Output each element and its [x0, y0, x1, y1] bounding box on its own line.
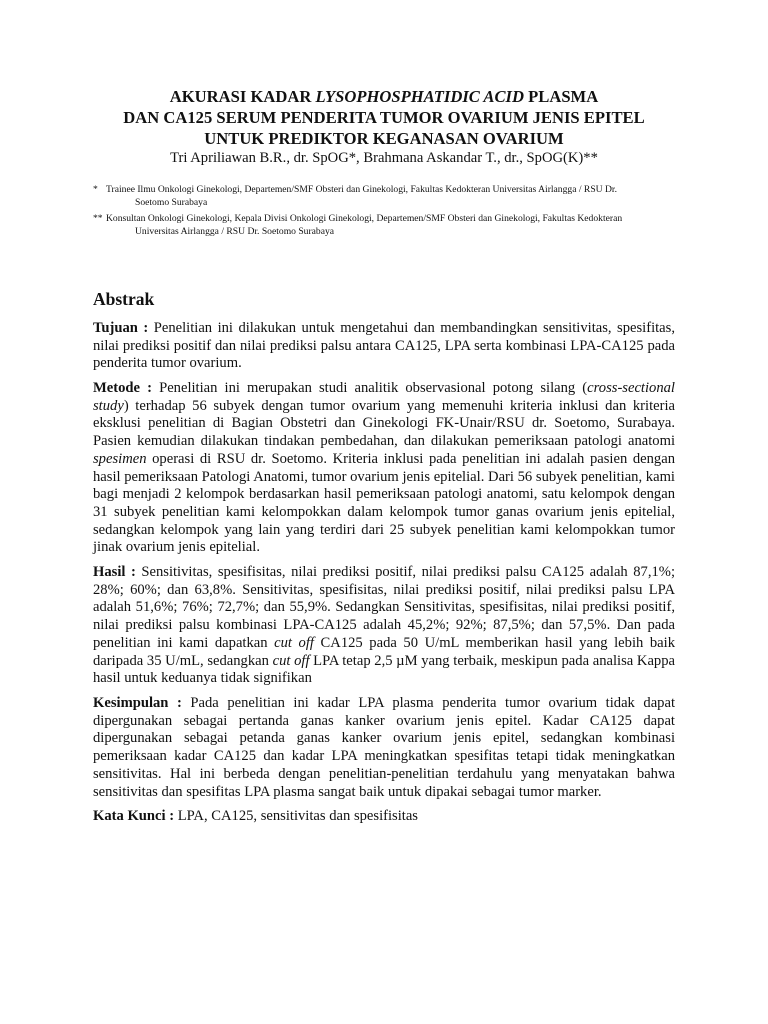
metode-text: Penelitian ini merupakan studi analitik observasional potong silang (: [151, 380, 588, 396]
metode-text: operasi di RSU dr. Soetomo. Kriteria inklusi pada penelitian ini adalah pasien dengan hasil pemeriksaan Patologi Anatomi, tumor ovarium jenis epitelial. Dari 56 subyek penelitian, kami bagi menjadi 2 kelompok berdasarkan hasil pemeriksaan patologi anatomi, satu kelompok dengan 31 subyek penelitian kami kelompokkan dalam kelompok tumor ganas ovarium jenis epitelial, sedangkan kelompok yang lain yang terdiri dari 25 subyek penelitian kami kelompokkan tumor jinak ovarium jenis epitelial.: [93, 450, 675, 556]
hasil-text: CA125 pada 50 U/mL memberikan hasil yang lebih baik daripada 35 U/mL, sedangkan: [93, 634, 676, 669]
authors: Tri Apriliawan B.R., dr. SpOG*, Brahmana Askandar T., dr., SpOG(K)**: [170, 150, 598, 166]
kesimpulan-label: Kesimpulan :: [93, 695, 182, 711]
hasil-paragraph: [93, 564, 675, 688]
kata-kunci-label: Kata Kunci :: [93, 808, 175, 824]
metode-text: ) terhadap 56 subyek dengan tumor ovarium yang memenuhi kriteria inklusi dan kriteria eksklusi penelitian di Bagian Obstetri dan Ginekologi FK-Unair/RSU dr. Soetomo, Surabaya. Pasien kemudian dilakukan tindakan pembedahan, dan dilakukan pemeriksaan patologi anatomi: [93, 397, 675, 450]
metode-paragraph: [93, 380, 675, 557]
tujuan-text: Penelitian ini dilakukan untuk mengetahui dan membandingkan sensitivitas, spesifitas, nilai prediksi positif dan nilai prediksi palsu antara CA125, LPA serta kombinasi LPA-CA125 pada penderita tumor ovarium.: [93, 320, 675, 372]
affiliation-text: Trainee Ilmu Onkologi Ginekologi, Departemen/SMF Obsteri dan Ginekologi, Fakultas Kedokteran Universitas Airlangga / RSU Dr.: [106, 184, 617, 195]
hasil-text: Sensitivitas, spesifisitas, nilai prediksi positif, nilai prediksi palsu CA125 adalah 87,1%; 28%; 60%; dan 63,8%. Sensitivitas, spesifisitas, nilai prediksi positif, nilai prediksi palsu LPA adalah 51,6%; 76%; 72,7%; dan 55,9%. Sedangkan Sensitivitas, spesifisitas, nilai prediksi positif, nilai prediksi palsu kombinasi LPA-CA125 adalah 45,2%; 92%; 87,5%; dan 57,5%. Dan pada penelitian ini kami dapatkan: [93, 564, 675, 651]
affiliation-2: [93, 213, 675, 238]
affiliation-text-cont: Soetomo Surabaya: [135, 196, 208, 208]
title-text: PLASMA: [523, 87, 599, 106]
hasil-italic-term: cut off: [274, 634, 314, 651]
hasil-italic-term: cut off: [272, 652, 310, 669]
title-line-1: [93, 86, 675, 107]
affiliation-mark: **: [93, 213, 103, 224]
title-block: [93, 86, 675, 167]
affiliation-mark: *: [93, 184, 98, 195]
kata-kunci-text: LPA, CA125, sensitivitas dan spesifisitas: [174, 808, 418, 824]
affiliation-1: [93, 184, 675, 209]
title-italic-term: LYSOPHOSPHATIDIC ACID: [315, 87, 524, 106]
tujuan-paragraph: [93, 320, 675, 373]
metode-italic-term: spesimen: [93, 450, 147, 467]
affiliation-text-cont: Universitas Airlangga / RSU Dr. Soetomo Surabaya: [135, 225, 335, 237]
hasil-label: Hasil :: [93, 564, 136, 580]
hasil-text: LPA tetap 2,5 µM yang terbaik, meskipun pada analisa Kappa hasil untuk keduanya tidak signifikan: [93, 652, 675, 687]
metode-label: Metode :: [93, 380, 152, 396]
affiliation-text: Konsultan Onkologi Ginekologi, Kepala Divisi Onkologi Ginekologi, Departemen/SMF Obsteri dan Ginekologi, Fakultas Kedokteran: [106, 213, 623, 224]
abstract-heading: Abstrak: [93, 289, 155, 309]
metode-italic-term: cross-sectional study: [93, 380, 675, 414]
title-line-3: UNTUK PREDIKTOR KEGANASAN OVARIUM: [204, 129, 564, 148]
kesimpulan-text: Pada penelitian ini kadar LPA plasma penderita tumor ovarium tidak dapat dipergunakan sebagai pertanda ganas kanker ovarium jenis epitel. Kadar CA125 dapat dipergunakan sebagai petanda ganas kanker ovarium jenis epitel, sedangkan kombinasi pemeriksaan kadar CA125 dan kadar LPA meningkatkan spesifitas tetapi tidak meningkatkan sensitivitas. Hal ini berbeda dengan penelitian-penelitian terdahulu yang menyatakan bahwa sensitivitas dan spesifitas LPA plasma sangat baik untuk dipakai sebagai tumor marker.: [93, 695, 675, 800]
kata-kunci-paragraph: [93, 808, 675, 826]
tujuan-label: Tujuan :: [93, 320, 149, 336]
title-line-2: DAN CA125 SERUM PENDERITA TUMOR OVARIUM JENIS EPITEL: [123, 108, 645, 127]
kesimpulan-paragraph: [93, 695, 675, 801]
title-text: AKURASI KADAR: [169, 87, 316, 106]
